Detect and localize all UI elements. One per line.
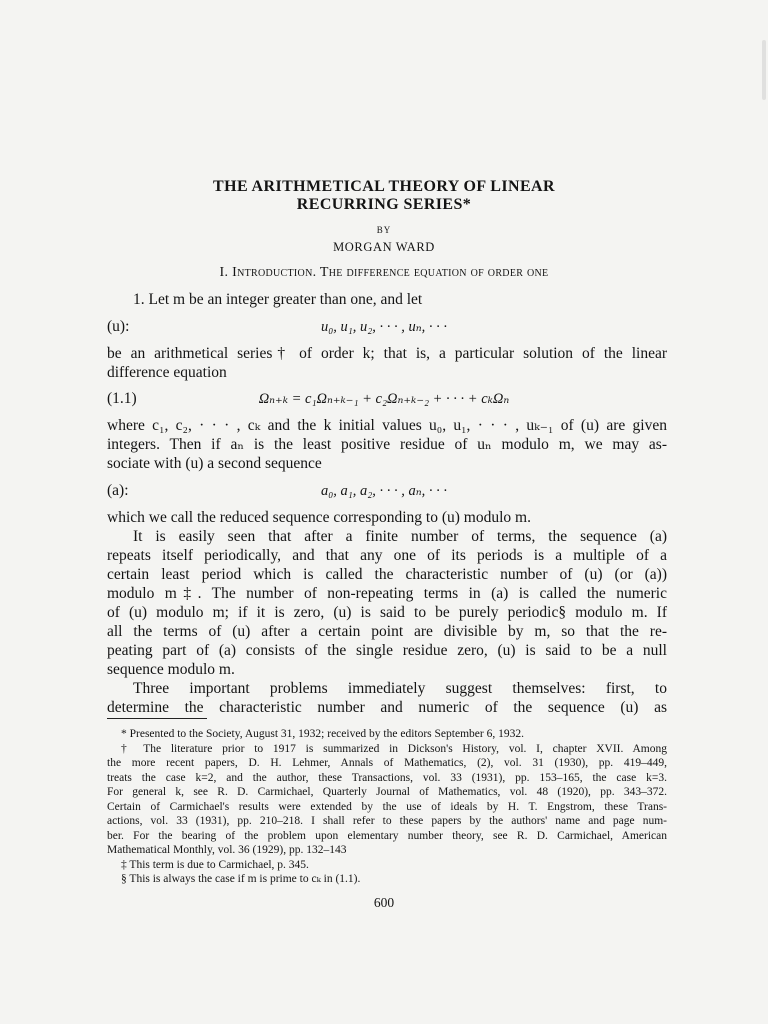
footnote-2-line: ber. For the bearing of the problem upon elementary number theory, see R. D. Carmichael, American: [107, 830, 667, 842]
byline: BY: [376, 225, 392, 235]
page-number: 600: [373, 895, 395, 910]
body-line: certain least period which is called the characteristic number of (u) (or (a)): [107, 566, 667, 583]
body-line: It is easily seen that after a finite number of terms, the sequence (a): [133, 528, 667, 545]
body-line: peating part of (a) consists of the single residue zero, (u) is said to be a null: [107, 642, 667, 659]
footnote-2-line: Certain of Carmichael's results were extended by the use of ideals by H. T. Engstrom, these Trans-: [107, 801, 667, 813]
body-line: where c₁, c₂, · · · , cₖ and the k initial values u₀, u₁, · · · , uₖ₋₁ of (u) are given: [107, 417, 667, 434]
body-line: which we call the reduced sequence corresponding to (u) modulo m.: [107, 509, 531, 526]
equation-label-1-1: (1.1): [107, 390, 137, 407]
footnote-2-line: the more recent papers, D. H. Lehmer, Annals of Mathematics, (2), vol. 31 (1930), pp. 419–449,: [107, 757, 667, 769]
body-line: integers. Then if aₙ is the least positive residue of uₙ modulo m, we may as-: [107, 436, 667, 453]
footnote-2-line: For general k, see R. D. Carmichael, Quarterly Journal of Mathematics, vol. 48 (1920), pp. 343–372.: [107, 786, 667, 798]
equation-label-u: (u):: [107, 318, 130, 335]
title-line-2: RECURRING SERIES*: [296, 196, 472, 213]
equation-1-1: Ωₙ₊ₖ = c₁Ωₙ₊ₖ₋₁ + c₂Ωₙ₊ₖ₋₂ + · · · + cₖΩₙ: [258, 391, 510, 407]
equation-a: a₀, a₁, a₂, · · · , aₙ, · · ·: [320, 483, 448, 499]
footnote-2-line: Mathematical Monthly, vol. 36 (1929), pp. 132–143: [107, 844, 347, 856]
body-line: 1. Let m be an integer greater than one, and let: [133, 291, 423, 308]
body-line: determine the characteristic number and numeric of the sequence (u) as: [107, 699, 667, 716]
equation-u: u₀, u₁, u₂, · · · , uₙ, · · ·: [320, 319, 448, 335]
body-line: repeats itself periodically, and that any one of its periods is a multiple of a: [107, 547, 667, 564]
footnote-2-line: treats the case k=2, and the author, these Transactions, vol. 33 (1931), pp. 153–165, the case k=3.: [107, 772, 667, 784]
body-line: sequence modulo m.: [107, 661, 235, 678]
body-line: all the terms of (u) after a certain point are divisible by m, so that the re-: [107, 623, 667, 640]
footnote-3: ‡ This term is due to Carmichael, p. 345.: [121, 859, 309, 871]
footnote-2-line: actions, vol. 33 (1931), pp. 210–218. I shall refer to these papers by the authors' name and page num-: [107, 815, 667, 827]
title-line-1: THE ARITHMETICAL THEORY OF LINEAR: [213, 178, 555, 195]
footnote-2-line: † The literature prior to 1917 is summarized in Dickson's History, vol. I, chapter XVII. Among: [121, 743, 667, 755]
body-line: modulo m‡. The number of non-repeating terms in (a) is called the numeric: [107, 585, 667, 602]
footnote-4: § This is always the case if m is prime to cₖ in (1.1).: [121, 873, 361, 885]
footnote-1: * Presented to the Society, August 31, 1932; received by the editors September 6, 1932.: [121, 728, 524, 740]
body-line: sociate with (u) a second sequence: [107, 455, 322, 472]
footnote-rule: [107, 718, 207, 719]
body-line: Three important problems immediately suggest themselves: first, to: [133, 680, 667, 697]
body-line: be an arithmetical series† of order k; that is, a particular solution of the linear: [107, 345, 667, 362]
section-heading: I. Introduction. The difference equation of order one: [219, 265, 549, 280]
scrollbar[interactable]: [762, 40, 766, 100]
equation-label-a: (a):: [107, 482, 129, 499]
body-line: difference equation: [107, 364, 227, 381]
body-line: of (u) modulo m; if it is zero, (u) is said to be purely periodic§ modulo m. If: [107, 604, 667, 621]
author-name: MORGAN WARD: [333, 240, 435, 254]
